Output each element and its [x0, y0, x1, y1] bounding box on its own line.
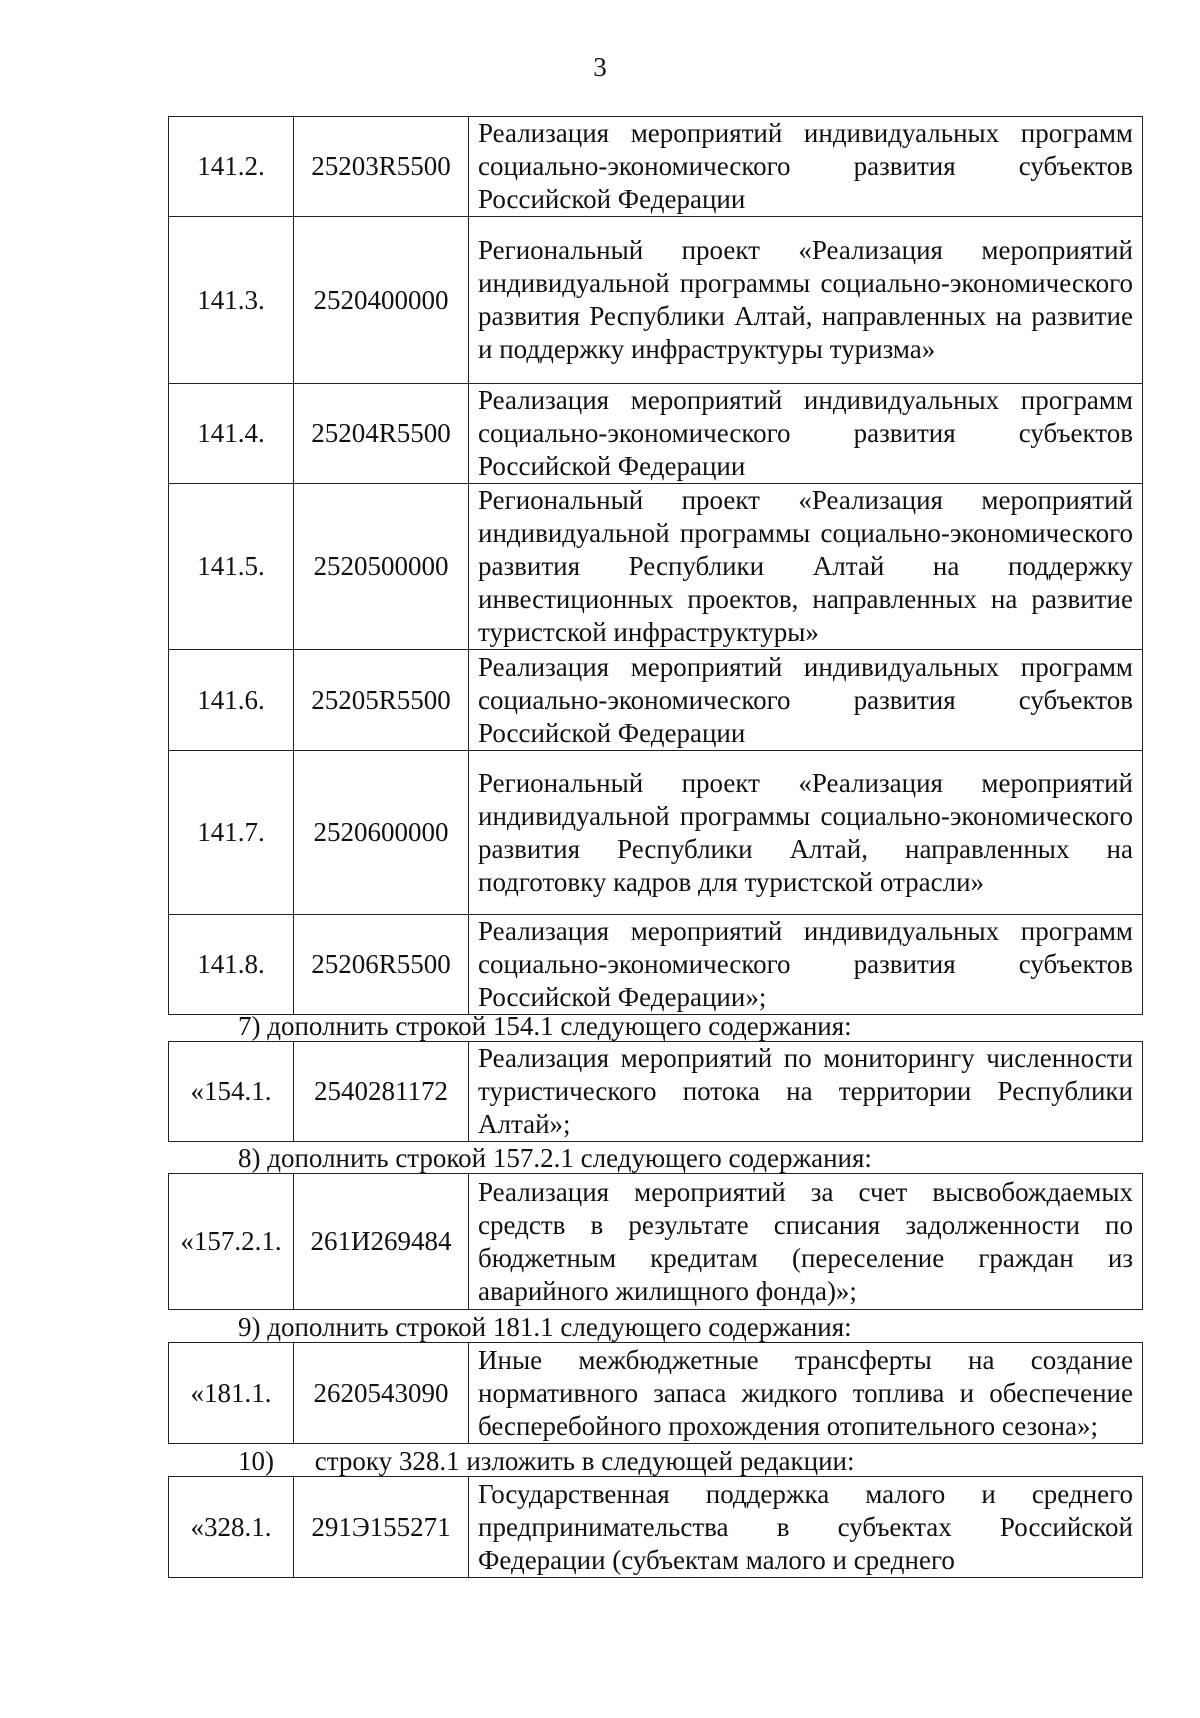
row-number: 141.7.	[169, 751, 294, 915]
row-description: Региональный проект «Реализация мероприятий индивидуальной программы социально-экономического развития Республики Алтай, направленных на подготовку кадров для туристской отрасли»	[469, 751, 1143, 915]
table-row	[169, 1042, 1143, 1142]
row-number: «181.1.	[169, 1343, 294, 1444]
row-number: «154.1.	[169, 1042, 294, 1142]
row-description: Реализация мероприятий индивидуальных программ социально-экономического развития субъектов Российской Федерации»;	[469, 915, 1143, 1015]
row-number: «328.1.	[169, 1477, 294, 1578]
budget-code: 291Э155271	[294, 1477, 469, 1578]
budget-code: 25203R5500	[294, 117, 469, 217]
instruction-text: дополнить строкой 157.2.1 следующего содержания:	[267, 1143, 872, 1173]
row-number: 141.6.	[169, 650, 294, 751]
item-number: 7)	[238, 1011, 261, 1041]
amendment-instruction	[238, 1445, 855, 1477]
amendment-table	[168, 1476, 1143, 1578]
row-number: 141.8.	[169, 915, 294, 1015]
row-number: 141.5.	[169, 484, 294, 650]
instruction-text: дополнить строкой 154.1 следующего содержания:	[267, 1011, 852, 1041]
budget-code: 2520400000	[294, 217, 469, 384]
row-description: Реализация мероприятий за счет высвобождаемых средств в результате списания задолженности по бюджетным кредитам (переселение граждан из аварийного жилищного фонда)»;	[469, 1174, 1143, 1310]
row-description: Реализация мероприятий индивидуальных программ социально-экономического развития субъектов Российской Федерации	[469, 650, 1143, 751]
instruction-text: дополнить строкой 181.1 следующего содержания:	[267, 1312, 852, 1342]
row-description: Иные межбюджетные трансферты на создание нормативного запаса жидкого топлива и обеспечение бесперебойного прохождения отопительного сезона»;	[469, 1343, 1143, 1444]
item-number: 10)	[238, 1446, 274, 1476]
table-row	[169, 650, 1143, 751]
table-row	[169, 1343, 1143, 1444]
row-description: Реализация мероприятий индивидуальных программ социально-экономического развития субъектов Российской Федерации	[469, 117, 1143, 217]
budget-code: 2620543090	[294, 1343, 469, 1444]
amendment-table	[168, 1173, 1143, 1310]
row-description: Государственная поддержка малого и среднего предпринимательства в субъектах Российской Федерации (субъектам малого и среднего	[469, 1477, 1143, 1578]
budget-code: 25206R5500	[294, 915, 469, 1015]
row-number: «157.2.1.	[169, 1174, 294, 1310]
table-row	[169, 484, 1143, 650]
budget-code: 261И269484	[294, 1174, 469, 1310]
item-number: 8)	[238, 1143, 261, 1173]
budget-code: 2540281172	[294, 1042, 469, 1142]
row-number: 141.2.	[169, 117, 294, 217]
row-description: Реализация мероприятий по мониторингу численности туристического потока на территории Республики Алтай»;	[469, 1042, 1143, 1142]
amendment-instruction	[238, 1142, 872, 1174]
amendment-instruction	[238, 1010, 852, 1042]
budget-code: 25205R5500	[294, 650, 469, 751]
table-row	[169, 751, 1143, 915]
table-row	[169, 915, 1143, 1015]
instruction-text: строку 328.1 изложить в следующей редакции:	[314, 1446, 855, 1476]
table-row	[169, 384, 1143, 484]
budget-code: 2520500000	[294, 484, 469, 650]
table-row	[169, 117, 1143, 217]
page-number: 3	[593, 52, 607, 82]
row-description: Региональный проект «Реализация мероприятий индивидуальной программы социально-экономического развития Республики Алтай на поддержку инвестиционных проектов, направленных на развитие туристской инфраструктуры»	[469, 484, 1143, 650]
main-table	[168, 116, 1143, 1015]
amendment-table	[168, 1041, 1143, 1142]
table-row	[169, 1477, 1143, 1578]
row-number: 141.4.	[169, 384, 294, 484]
table-row	[169, 217, 1143, 384]
row-description: Региональный проект «Реализация мероприятий индивидуальной программы социально-экономического развития Республики Алтай, направленных на развитие и поддержку инфраструктуры туризма»	[469, 217, 1143, 384]
row-number: 141.3.	[169, 217, 294, 384]
budget-code: 2520600000	[294, 751, 469, 915]
amendment-table	[168, 1342, 1143, 1444]
item-number: 9)	[238, 1312, 261, 1342]
row-description: Реализация мероприятий индивидуальных программ социально-экономического развития субъектов Российской Федерации	[469, 384, 1143, 484]
budget-code: 25204R5500	[294, 384, 469, 484]
table-row	[169, 1174, 1143, 1310]
amendment-instruction	[238, 1311, 852, 1343]
